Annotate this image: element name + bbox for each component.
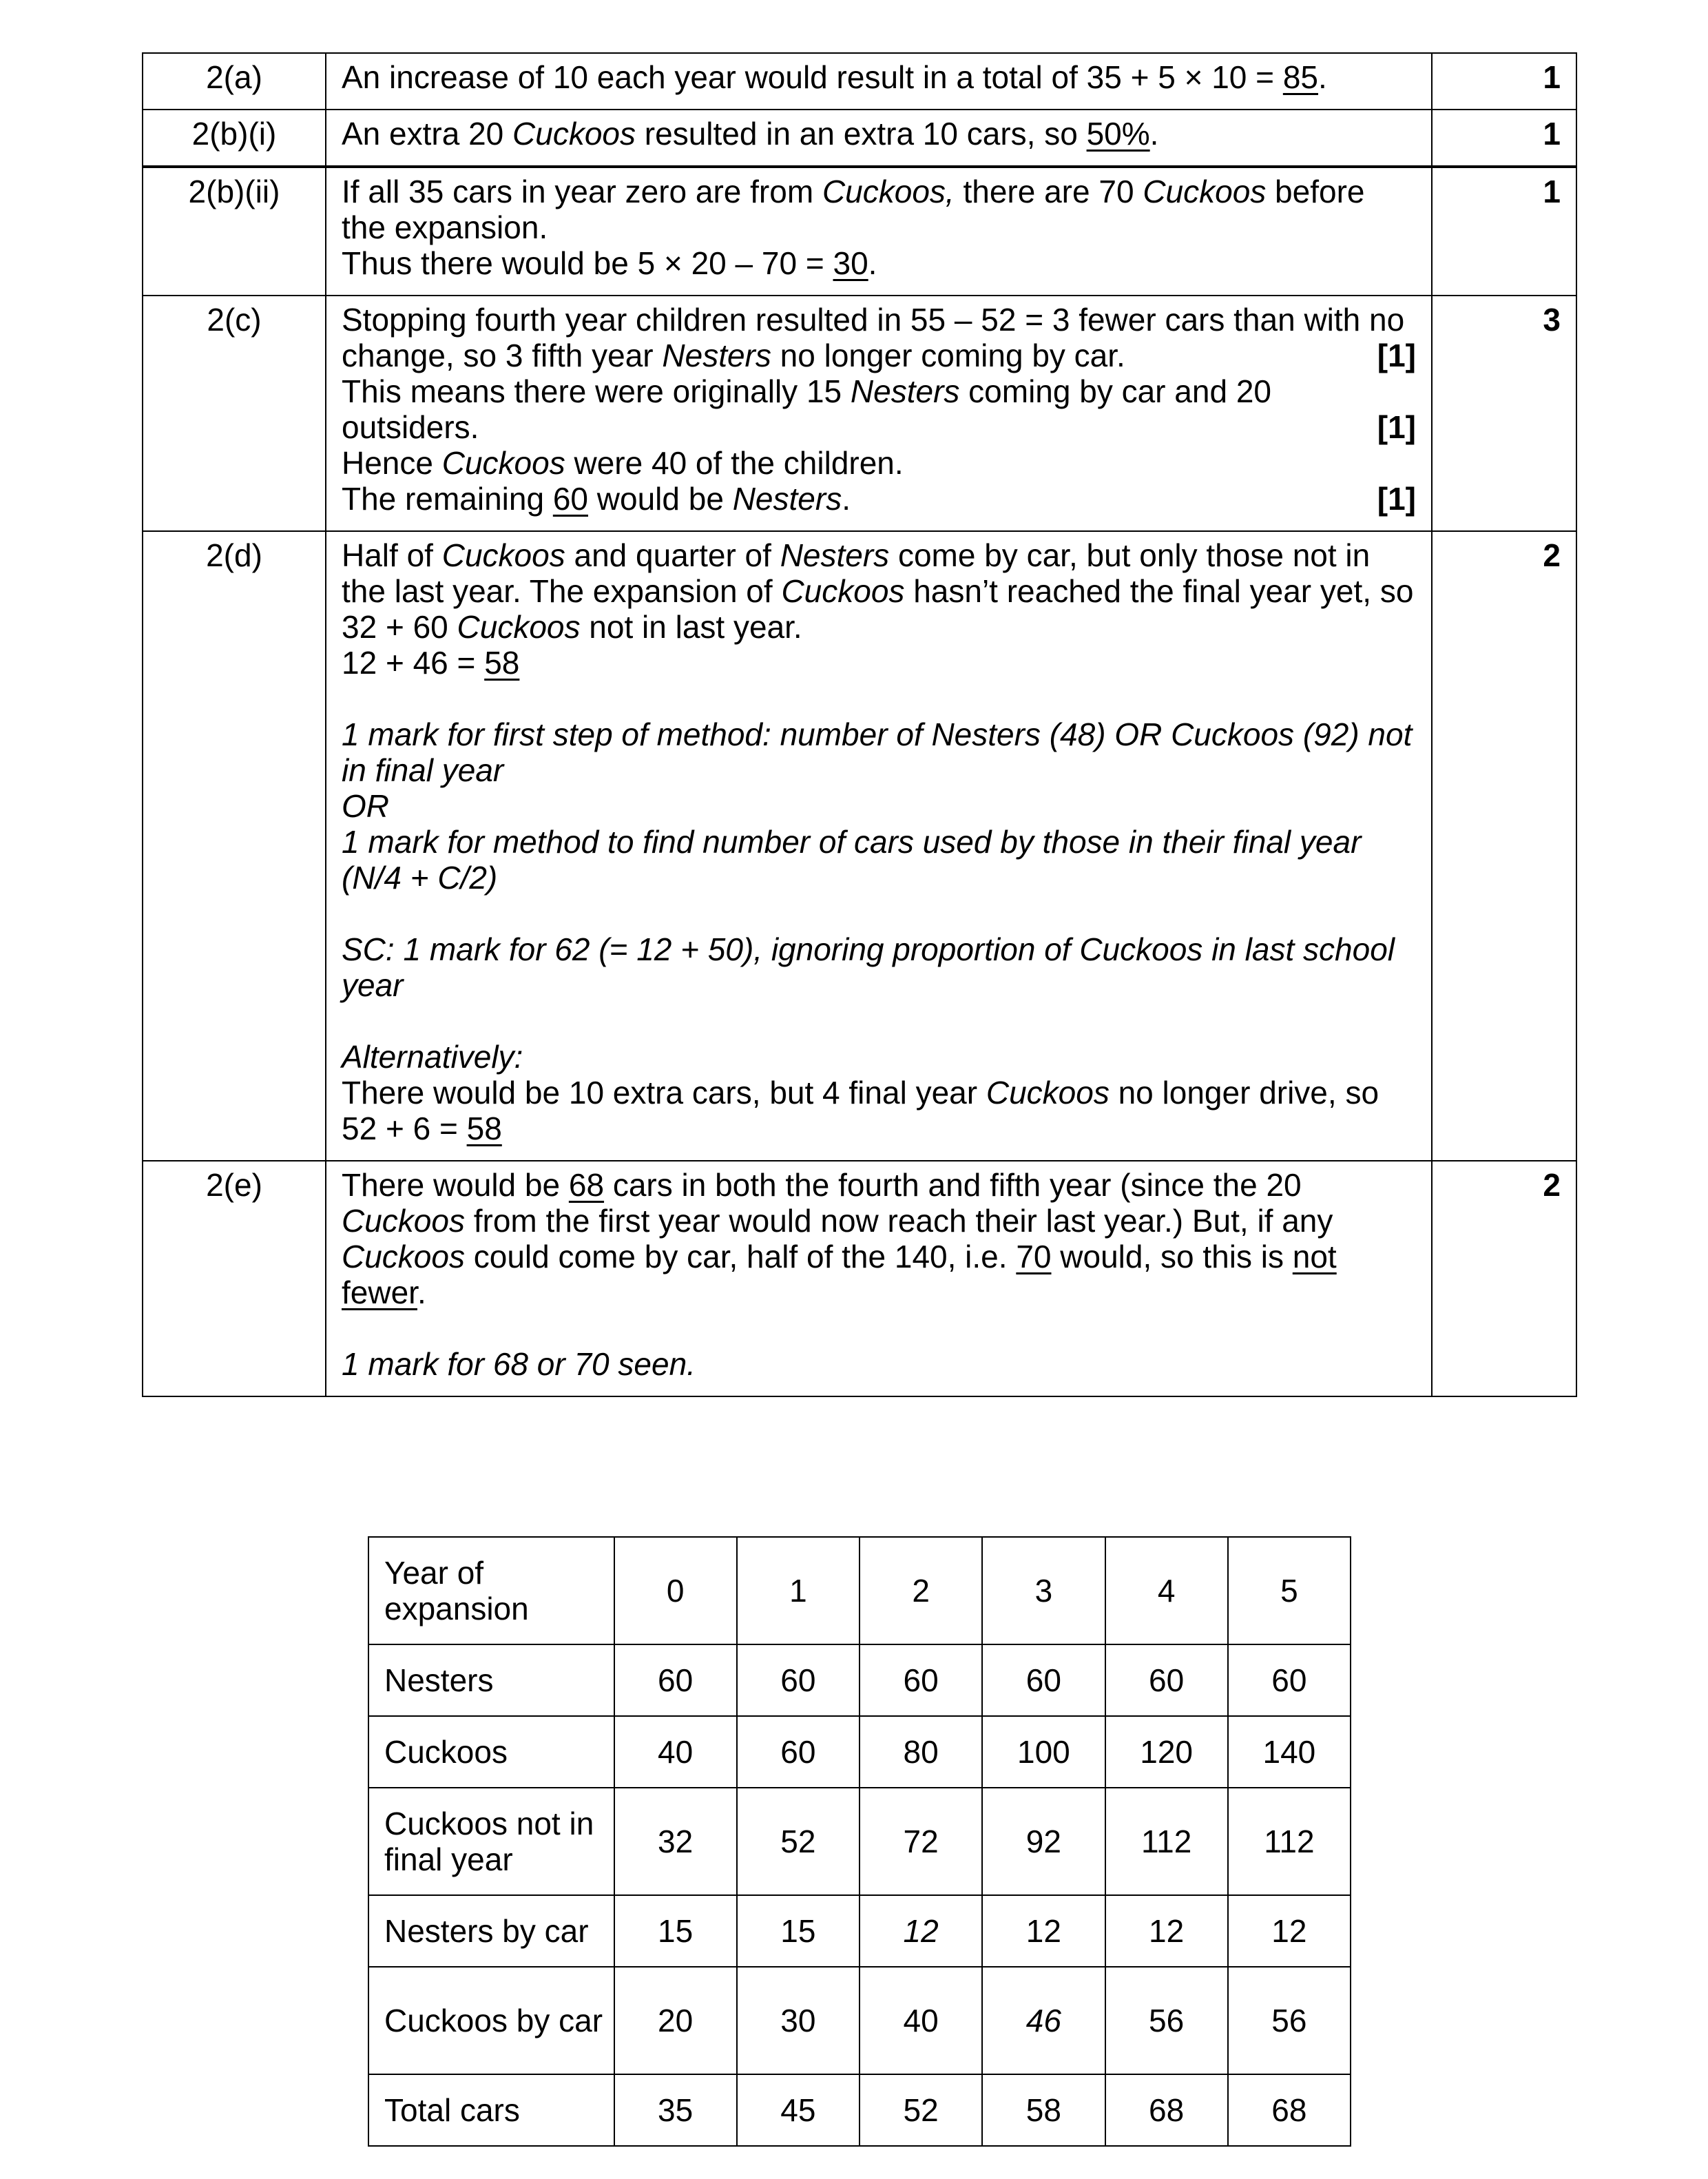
text-segment: change, so 3 fifth year (342, 338, 663, 373)
answer-line (342, 1039, 1416, 1075)
cell-value: 30 (780, 2003, 816, 2038)
text-segment: 1 mark for method to find number of cars used by those in their final year (N/4 + C/2) (342, 824, 1362, 896)
row-label: Total cars (368, 2074, 614, 2146)
table-cell (860, 1967, 982, 2074)
cell-value: 32 (658, 1824, 694, 1859)
table-cell (614, 1788, 737, 1895)
text-segment: This means there were originally 15 (342, 373, 851, 409)
cell-value: 112 (1264, 1824, 1315, 1859)
question-number: 2(b)(ii) (143, 167, 326, 296)
answer-text (342, 788, 389, 824)
text-segment: come by car, but only those not in the last year. The expansion of (342, 537, 1371, 609)
text-segment: Alternatively: (342, 1039, 523, 1075)
text-segment: . (868, 245, 877, 281)
row-label: Nesters by car (368, 1895, 614, 1967)
answer-cell (326, 167, 1432, 296)
text-segment: Cuckoos (1143, 174, 1267, 209)
cell-value: 60 (780, 1662, 816, 1698)
table-cell (737, 1895, 860, 1967)
cell-value: 60 (1025, 1662, 1061, 1698)
question-number: 2(b)(i) (143, 110, 326, 166)
table-row (368, 2074, 1351, 2146)
table-cell (737, 1644, 860, 1716)
year-header: 4 (1105, 1537, 1228, 1644)
answer-cell (326, 1161, 1432, 1396)
answer-line (342, 645, 1416, 681)
text-segment: Cuckoos (986, 1075, 1110, 1111)
answer-text (342, 1075, 1379, 1146)
blank-line (342, 896, 1416, 931)
table-cell (860, 1644, 982, 1716)
text-segment: hasn’t reached the final year yet, so 32 + 60 (342, 573, 1414, 645)
text-segment: 85 (1282, 59, 1318, 95)
table-row (368, 1967, 1351, 2074)
table-cell (982, 1895, 1105, 1967)
table-cell (982, 2074, 1105, 2146)
answer-line (342, 788, 1416, 824)
cell-value: 60 (903, 1662, 939, 1698)
cell-value: 120 (1140, 1734, 1193, 1770)
table-cell (1228, 1895, 1351, 1967)
text-segment: outsiders. (342, 409, 479, 445)
text-segment: 58 (466, 1111, 502, 1146)
text-segment: Hence (342, 445, 442, 481)
text-segment: Stopping fourth year children resulted in 55 – 52 = 3 fewer cars than with no (342, 302, 1405, 338)
answer-text (342, 716, 1412, 788)
table-cell (1105, 1967, 1228, 2074)
text-segment: Nesters (662, 338, 771, 373)
mark-scheme-row (143, 110, 1576, 166)
expansion-table (368, 1536, 1351, 2147)
blank-line (342, 1003, 1416, 1039)
mark-scheme-row (143, 531, 1576, 1161)
text-segment: 30 (833, 245, 868, 281)
table-header-row (368, 1537, 1351, 1644)
answer-text (342, 116, 1158, 152)
text-segment: . (1149, 116, 1159, 152)
question-number: 2(e) (143, 1161, 326, 1396)
line-mark: [1] (1377, 338, 1416, 373)
row-label: Cuckoos by car (368, 1967, 614, 2074)
text-segment: not fewer (342, 1239, 1337, 1310)
text-segment: An increase of 10 each year would result in a total of 35 + 5 × 10 = (342, 59, 1283, 95)
marks-cell: 1 (1432, 53, 1576, 110)
answer-line (342, 302, 1416, 338)
table-row (368, 1644, 1351, 1716)
table-cell (1105, 1895, 1228, 1967)
answer-text (342, 481, 851, 517)
text-segment: There would be (342, 1167, 569, 1203)
table-cell (614, 1644, 737, 1716)
mark-scheme-row (143, 53, 1576, 110)
table-cell (1105, 1788, 1228, 1895)
text-segment: not in last year. (580, 609, 802, 645)
marks-cell: 1 (1432, 167, 1576, 296)
expansion-table-body (368, 1537, 1351, 2146)
answer-line (342, 338, 1416, 373)
table-cell (737, 1967, 860, 2074)
year-header: 0 (614, 1537, 737, 1644)
cell-value: 60 (1271, 1662, 1307, 1698)
answer-line (342, 716, 1416, 788)
cell-value: 20 (658, 2003, 694, 2038)
table-cell (1228, 2074, 1351, 2146)
line-mark: [1] (1377, 481, 1416, 517)
answer-text (342, 174, 1365, 245)
mark-scheme-row (143, 296, 1576, 531)
cell-value: 12 (1149, 1913, 1185, 1949)
text-segment: Cuckoos (457, 609, 581, 645)
cell-value: 15 (658, 1913, 694, 1949)
mark-scheme-table (142, 52, 1577, 1397)
row-label: Cuckoos not in final year (368, 1788, 614, 1895)
row-label: Cuckoos (368, 1716, 614, 1788)
text-segment: Cuckoos (441, 445, 565, 481)
cell-value: 68 (1271, 2092, 1307, 2128)
mark-scheme-body (143, 53, 1576, 1396)
answer-line (342, 445, 1416, 481)
year-header: 5 (1228, 1537, 1351, 1644)
header-label: Year of expansion (368, 1537, 614, 1644)
text-segment: from the first year would now reach their last year.) But, if any (464, 1203, 1333, 1239)
table-cell (982, 1716, 1105, 1788)
text-segment: . (842, 481, 851, 517)
table-cell (1228, 1788, 1351, 1895)
question-number: 2(c) (143, 296, 326, 531)
table-row (368, 1788, 1351, 1895)
cell-value: 60 (658, 1662, 694, 1698)
cell-value: 52 (780, 1824, 816, 1859)
answer-cell (326, 531, 1432, 1161)
text-segment: If all 35 cars in year zero are from (342, 174, 822, 209)
marks-cell: 2 (1432, 1161, 1576, 1396)
text-segment: . (1318, 59, 1327, 95)
cell-value: 12 (1025, 1913, 1061, 1949)
answer-cell (326, 296, 1432, 531)
table-cell (614, 1895, 737, 1967)
mark-scheme-row (143, 167, 1576, 296)
text-segment: Nesters (732, 481, 842, 517)
answer-line (342, 116, 1416, 152)
answer-text (342, 245, 877, 281)
table-cell (614, 1716, 737, 1788)
text-segment: Nesters (850, 373, 960, 409)
answer-line (342, 824, 1416, 896)
cell-value: 140 (1262, 1734, 1316, 1770)
year-header: 3 (982, 1537, 1105, 1644)
answer-text (342, 1039, 523, 1075)
text-segment: Half of (342, 537, 442, 573)
text-segment: Cuckoos, (822, 174, 955, 209)
marks-cell: 1 (1432, 110, 1576, 166)
text-segment: Cuckoos (781, 573, 905, 609)
answer-cell (326, 53, 1432, 110)
cell-value: 12 (1271, 1913, 1307, 1949)
table-cell (982, 1788, 1105, 1895)
table-cell (614, 2074, 737, 2146)
cell-value: 52 (903, 2092, 939, 2128)
answer-text (342, 59, 1327, 95)
text-segment: An extra 20 (342, 116, 513, 152)
text-segment: 58 (484, 645, 520, 681)
table-cell (1105, 2074, 1228, 2146)
table-cell (737, 2074, 860, 2146)
cell-value: 35 (658, 2092, 694, 2128)
table-row (368, 1716, 1351, 1788)
year-header: 1 (737, 1537, 860, 1644)
answer-line (342, 174, 1416, 245)
answer-text (342, 445, 904, 481)
table-cell (982, 1644, 1105, 1716)
answer-line (342, 1167, 1416, 1310)
answer-text (342, 1167, 1337, 1310)
cell-value: 45 (780, 2092, 816, 2128)
table-cell (860, 2074, 982, 2146)
answer-text (342, 645, 519, 681)
table-cell (1228, 1644, 1351, 1716)
answer-text (342, 1346, 696, 1382)
table-cell (860, 1895, 982, 1967)
answer-line (342, 245, 1416, 281)
text-segment: Cuckoos (441, 537, 565, 573)
cell-value: 58 (1025, 2092, 1061, 2128)
marks-cell: 3 (1432, 296, 1576, 531)
table-cell (614, 1967, 737, 2074)
text-segment: 70 (1016, 1239, 1052, 1274)
cell-value: 80 (903, 1734, 939, 1770)
cell-value: 60 (1149, 1662, 1185, 1698)
mark-scheme-row (143, 1161, 1576, 1396)
cell-value: 100 (1017, 1734, 1070, 1770)
blank-line (342, 681, 1416, 716)
answer-line (342, 59, 1416, 95)
table-cell (1105, 1644, 1228, 1716)
cell-value: 12 (903, 1913, 939, 1949)
text-segment: 12 + 46 = (342, 645, 485, 681)
text-segment: Cuckoos (342, 1239, 465, 1274)
text-segment: before the expansion. (342, 174, 1365, 245)
marks-cell: 2 (1432, 531, 1576, 1161)
cell-value: 112 (1141, 1824, 1192, 1859)
text-segment: Thus there would be 5 × 20 – 70 = (342, 245, 833, 281)
text-segment: cars in both the fourth and fifth year (since the 20 (604, 1167, 1302, 1203)
answer-line (342, 1075, 1416, 1146)
year-header: 2 (860, 1537, 982, 1644)
text-segment: and quarter of (565, 537, 780, 573)
cell-value: 56 (1271, 2003, 1307, 2038)
question-number: 2(a) (143, 53, 326, 110)
text-segment: Cuckoos (342, 1203, 465, 1239)
line-mark: [1] (1377, 409, 1416, 445)
cell-value: 92 (1025, 1824, 1061, 1859)
answer-text (342, 537, 1413, 645)
answer-line (342, 481, 1416, 517)
text-segment: coming by car and 20 (959, 373, 1271, 409)
cell-value: 15 (780, 1913, 816, 1949)
cell-value: 68 (1149, 2092, 1185, 2128)
text-segment: 1 mark for 68 or 70 seen. (342, 1346, 696, 1382)
table-cell (737, 1716, 860, 1788)
table-cell (860, 1788, 982, 1895)
blank-line (342, 1310, 1416, 1346)
text-segment: Nesters (780, 537, 890, 573)
text-segment: 60 (552, 481, 588, 517)
cell-value: 72 (903, 1824, 939, 1859)
answer-line (342, 537, 1416, 645)
text-segment: resulted in an extra 10 cars, so (636, 116, 1087, 152)
text-segment: there are 70 (954, 174, 1143, 209)
row-label: Nesters (368, 1644, 614, 1716)
text-segment: . (417, 1274, 426, 1310)
text-segment: would, so this is (1051, 1239, 1293, 1274)
table-cell (860, 1716, 982, 1788)
answer-line (342, 409, 1416, 445)
text-segment: could come by car, half of the 140, i.e. (464, 1239, 1017, 1274)
cell-value: 40 (903, 2003, 939, 2038)
table-cell (982, 1967, 1105, 2074)
answer-line (342, 373, 1416, 409)
answer-line (342, 1346, 1416, 1382)
question-number: 2(d) (143, 531, 326, 1161)
text-segment: SC: 1 mark for 62 (= 12 + 50), ignoring proportion of Cuckoos in last school year (342, 931, 1395, 1003)
answer-text (342, 373, 1271, 409)
text-segment: 1 mark for first step of method: number of Nesters (48) OR Cuckoos (92) not in final year (342, 716, 1413, 788)
text-segment: no longer coming by car. (771, 338, 1125, 373)
text-segment: OR (342, 788, 389, 824)
text-segment: 50% (1086, 116, 1150, 152)
table-row (368, 1895, 1351, 1967)
answer-text (342, 338, 1125, 373)
answer-line (342, 931, 1416, 1003)
table-cell (1105, 1716, 1228, 1788)
cell-value: 46 (1025, 2003, 1061, 2038)
text-segment: There would be 10 extra cars, but 4 final year (342, 1075, 986, 1111)
table-cell (1228, 1716, 1351, 1788)
answer-cell (326, 110, 1432, 166)
answer-text (342, 824, 1361, 896)
table-cell (737, 1788, 860, 1895)
text-segment: The remaining (342, 481, 553, 517)
text-segment: were 40 of the children. (565, 445, 904, 481)
answer-text (342, 409, 479, 445)
text-segment: no longer drive, so 52 + 6 = (342, 1075, 1379, 1146)
text-segment: would be (588, 481, 733, 517)
text-segment: Cuckoos (512, 116, 636, 152)
cell-value: 40 (658, 1734, 694, 1770)
cell-value: 60 (780, 1734, 816, 1770)
answer-text (342, 931, 1395, 1003)
cell-value: 56 (1149, 2003, 1185, 2038)
table-cell (1228, 1967, 1351, 2074)
text-segment: 68 (568, 1167, 605, 1203)
answer-text (342, 302, 1404, 338)
